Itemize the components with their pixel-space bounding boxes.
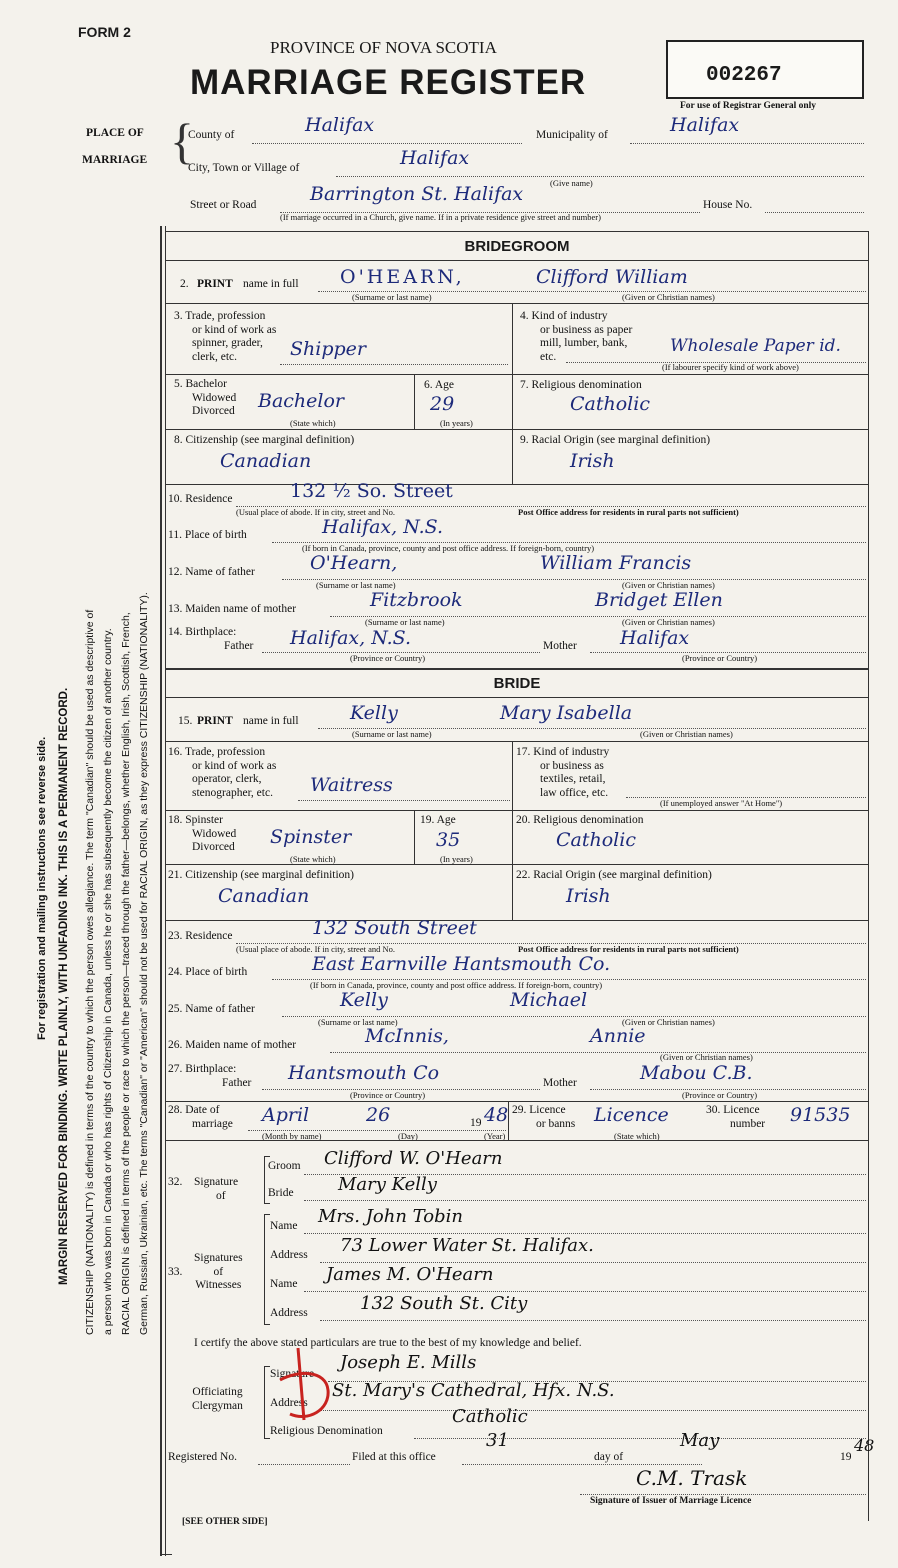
bride-residence: 132 South Street xyxy=(312,917,477,939)
f14-prov-note-father: (Province or Country) xyxy=(350,653,426,663)
witness1-name: Mrs. John Tobin xyxy=(318,1206,463,1227)
margin-racial-def: RACIAL ORIGIN is defined in terms of the people or race to which the person—traced through the father—belongs, whether English, Irish, Scottish, French, xyxy=(120,612,132,1335)
f15-number: 15. xyxy=(178,715,193,727)
street-label: Street or Road xyxy=(190,199,257,211)
f20-label: 20. Religious denomination xyxy=(516,814,644,826)
bride-given-names: Mary Isabella xyxy=(500,702,633,724)
f3-label: 3. Trade, profession or kind of work as spinner, grader, clerk, etc. xyxy=(174,310,277,363)
margin-citizenship-def: CITIZENSHIP (NATIONALITY) is defined in terms of the country to which the person owes allegiance. The term "Canadian" should be used as descriptive of xyxy=(84,609,96,1335)
groom-mother-given: Bridget Ellen xyxy=(595,589,723,611)
licence-or-banns: Licence xyxy=(594,1104,669,1126)
city-label: City, Town or Village of xyxy=(188,162,300,174)
bride-father-surname: Kelly xyxy=(340,989,388,1011)
f13-label: 13. Maiden name of mother xyxy=(168,603,297,615)
f12-given-note: (Given or Christian names) xyxy=(622,580,715,590)
f7-label: 7. Religious denomination xyxy=(520,379,642,391)
f9-label: 9. Racial Origin (see marginal definition) xyxy=(520,434,711,446)
groom-father-birthplace: Halifax, N.S. xyxy=(290,627,412,649)
f14-mother: Mother xyxy=(543,640,577,652)
bride-heading: BRIDE xyxy=(493,675,541,692)
province-title: PROVINCE OF NOVA SCOTIA xyxy=(270,38,497,57)
f14-label: 14. Birthplace: xyxy=(168,626,237,638)
f27-prov-note-mother: (Province or Country) xyxy=(682,1090,758,1100)
place-label-2: MARRIAGE xyxy=(82,154,148,166)
filed-month: May xyxy=(680,1430,720,1451)
f23-note-2: Post Office address for residents in rural parts not sufficient) xyxy=(518,944,739,954)
f27-label: 27. Birthplace: xyxy=(168,1063,237,1075)
f4-note: (If labourer specify kind of work above) xyxy=(662,362,799,372)
f19-label: 19. Age xyxy=(420,814,456,826)
clergy-sig-label: Signature xyxy=(270,1368,315,1380)
bride-mother-birthplace: Mabou C.B. xyxy=(640,1062,753,1084)
bride-birthplace: East Earnville Hantsmouth Co. xyxy=(312,953,611,975)
f17-note: (If unemployed answer "At Home") xyxy=(660,798,783,808)
witness2-name: James M. O'Hearn xyxy=(326,1264,494,1285)
f11-note: (If born in Canada, province, county and post office address. If foreign-born, country) xyxy=(302,543,595,553)
page-title: MARRIAGE REGISTER xyxy=(190,63,587,102)
filed-label: Filed at this office xyxy=(352,1451,436,1463)
municipality-label: Municipality of xyxy=(536,129,608,141)
bride-mother-surname: McInnis, xyxy=(365,1025,449,1047)
city-value: Halifax xyxy=(400,147,470,169)
bride-trade: Waitress xyxy=(310,774,393,796)
filed-day: 31 xyxy=(486,1430,509,1451)
clergy-address: St. Mary's Cathedral, Hfx. N.S. xyxy=(332,1380,615,1401)
certify-statement: I certify the above stated particulars are true to the best of my knowledge and belief. xyxy=(194,1337,582,1349)
f13-given-note: (Given or Christian names) xyxy=(622,617,715,627)
groom-birthplace: Halifax, N.S. xyxy=(322,516,444,538)
f26-label: 26. Maiden name of mother xyxy=(168,1039,297,1051)
year-note: (Year) xyxy=(484,1131,506,1141)
registered-label: Registered No. xyxy=(168,1451,237,1463)
f6-label: 6. Age xyxy=(424,379,455,391)
bride-age: 35 xyxy=(436,829,461,851)
bride-status-note: (State which) xyxy=(290,854,336,864)
f15-given-note: (Given or Christian names) xyxy=(640,729,733,739)
f14-prov-note-mother: (Province or Country) xyxy=(682,653,758,663)
f12-surname-note: (Surname or last name) xyxy=(316,580,396,590)
f29-note: (State which) xyxy=(614,1131,660,1141)
county-label: County of xyxy=(188,129,235,141)
clergy-signature: Joseph E. Mills xyxy=(340,1352,477,1373)
groom-trade: Shipper xyxy=(290,338,366,360)
f27-prov-note-father: (Province or Country) xyxy=(350,1090,426,1100)
groom-mother-surname: Fitzbrook xyxy=(370,589,463,611)
month-note: (Month by name) xyxy=(262,1131,322,1141)
w1-name-label: Name xyxy=(270,1220,298,1232)
street-value: Barrington St. Halifax xyxy=(310,183,524,205)
margin-racial-def-2: German, Russian, Ukrainian, etc. The terms "Canadian" or "American" should not be used for RACIAL ORIGIN, as they express CITIZENSHIP (NATIONALITY). xyxy=(138,592,150,1335)
bride-surname: Kelly xyxy=(350,702,398,724)
marriage-month: April xyxy=(262,1104,310,1126)
f24-note: (If born in Canada, province, county and post office address. If foreign-born, country) xyxy=(310,980,603,990)
f25-given-note: (Given or Christian names) xyxy=(622,1017,715,1027)
groom-age: 29 xyxy=(430,393,455,415)
f16-label: 16. Trade, profession or kind of work as operator, clerk, stenographer, etc. xyxy=(168,746,277,799)
place-brace: { xyxy=(170,113,194,169)
marriage-day: 26 xyxy=(366,1104,391,1126)
day-of-label: day of xyxy=(594,1451,624,1463)
place-label-1: PLACE OF xyxy=(86,127,144,139)
f10-label: 10. Residence xyxy=(168,493,233,505)
filed-year: 48 xyxy=(854,1436,875,1455)
groom-father-surname: O'Hearn, xyxy=(310,552,398,574)
f23-note: (Usual place of abode. If in city, street and No. xyxy=(236,944,396,954)
f10-note-2: Post Office address for residents in rural parts not sufficient) xyxy=(518,507,739,517)
bride-origin: Irish xyxy=(566,885,611,907)
f10-note: (Usual place of abode. If in city, street and No. xyxy=(236,507,396,517)
given-note: (Given or Christian names) xyxy=(622,292,715,302)
form-label: FORM 2 xyxy=(78,24,131,40)
give-name-note: (Give name) xyxy=(550,178,593,188)
f2-print: PRINT xyxy=(197,278,233,290)
groom-age-note: (In years) xyxy=(440,418,473,428)
house-no-label: House No. xyxy=(703,199,753,211)
witness2-address: 132 South St. City xyxy=(360,1293,528,1314)
f24-label: 24. Place of birth xyxy=(168,966,248,978)
f5-label: 5. Bachelor Widowed Divorced xyxy=(174,378,237,417)
f2-label: name in full xyxy=(243,278,299,290)
f12-label: 12. Name of father xyxy=(168,566,255,578)
margin-instructions: For registration and mailing instructions see reverse side. xyxy=(36,736,48,1040)
bride-age-note: (In years) xyxy=(440,854,473,864)
f29-label: 29. Licence or banns xyxy=(512,1104,576,1130)
f30-label: 30. Licence number xyxy=(706,1104,766,1130)
margin-binding-note: MARGIN RESERVED FOR BINDING. WRITE PLAINLY, WITH UNFADING INK. THIS IS A PERMANENT RECORD. xyxy=(58,687,70,1285)
f11-label: 11. Place of birth xyxy=(168,529,247,541)
groom-surname: O'HEARN, xyxy=(340,266,465,288)
issuer-label: Signature of Issuer of Marriage Licence xyxy=(590,1496,752,1506)
f4-label: 4. Kind of industry or business as paper mill, lumber, bank, etc. xyxy=(520,310,633,363)
w1-address-label: Address xyxy=(270,1249,308,1261)
bride-citizenship: Canadian xyxy=(218,885,310,907)
licence-number: 91535 xyxy=(790,1104,851,1126)
groom-status-note: (State which) xyxy=(290,418,336,428)
f23-label: 23. Residence xyxy=(168,930,233,942)
f15-label: name in full xyxy=(243,715,299,727)
f26-given-note: (Given or Christian names) xyxy=(660,1052,753,1062)
county-value: Halifax xyxy=(305,114,375,136)
red-check-mark xyxy=(268,1340,338,1430)
bride-status: Spinster xyxy=(270,826,352,848)
see-other-side: [SEE OTHER SIDE] xyxy=(182,1517,268,1527)
f28-label: 28. Date of marriage xyxy=(168,1104,233,1130)
street-note: (If marriage occurred in a Church, give name. If in a private residence give street and number) xyxy=(280,212,601,222)
f8-label: 8. Citizenship (see marginal definition) xyxy=(174,434,355,446)
municipality-value: Halifax xyxy=(670,114,740,136)
day-note: (Day) xyxy=(398,1131,418,1141)
bride-father-given: Michael xyxy=(510,989,588,1011)
f25-surname-note: (Surname or last name) xyxy=(318,1017,398,1027)
f18-label: 18. Spinster Widowed Divorced xyxy=(168,814,237,853)
registrar-note: For use of Registrar General only xyxy=(680,101,817,111)
register-number: 002267 xyxy=(706,64,782,87)
bride-father-birthplace: Hantsmouth Co xyxy=(288,1062,440,1084)
groom-signature: Clifford W. O'Hearn xyxy=(324,1148,503,1169)
bride-sig-label: Bride xyxy=(268,1187,294,1199)
groom-industry: Wholesale Paper id. xyxy=(670,336,841,356)
clergy-label: Officiating Clergyman xyxy=(192,1386,243,1412)
w2-name-label: Name xyxy=(270,1278,298,1290)
groom-given-names: Clifford William xyxy=(536,266,688,288)
bride-signature: Mary Kelly xyxy=(338,1174,437,1195)
f17-label: 17. Kind of industry or business as textiles, retail, law office, etc. xyxy=(516,746,610,799)
f25-label: 25. Name of father xyxy=(168,1003,255,1015)
groom-religion: Catholic xyxy=(570,393,650,415)
f13-surname-note: (Surname or last name) xyxy=(365,617,445,627)
f15-print: PRINT xyxy=(197,715,233,727)
bridegroom-heading: BRIDEGROOM xyxy=(464,238,570,255)
f22-label: 22. Racial Origin (see marginal definition) xyxy=(516,869,712,881)
denomination-label: Religious Denomination xyxy=(270,1425,383,1437)
register-number-box xyxy=(666,40,864,99)
f33-label: Signatures of Witnesses xyxy=(194,1252,243,1291)
margin-citizenship-def-2: a person who was born in Canada or who has rights of Citizenship in Canada, unless he or she has subsequently become the citizen of another country. xyxy=(102,628,114,1335)
groom-mother-birthplace: Halifax xyxy=(620,627,690,649)
marriage-year: 48 xyxy=(484,1104,509,1126)
groom-residence: 132 ½ So. Street xyxy=(290,480,453,502)
f27-mother: Mother xyxy=(543,1077,577,1089)
groom-origin: Irish xyxy=(570,450,615,472)
groom-father-given: William Francis xyxy=(540,552,692,574)
witness1-address: 73 Lower Water St. Halifax. xyxy=(340,1235,594,1256)
bride-religion: Catholic xyxy=(556,829,636,851)
f27-father: Father xyxy=(222,1077,252,1089)
bride-mother-given: Annie xyxy=(590,1025,646,1047)
issuer-signature: C.M. Trask xyxy=(636,1466,748,1490)
f32-label: Signature xyxy=(194,1176,239,1188)
clergy-denomination: Catholic xyxy=(452,1406,528,1427)
f32-of: of xyxy=(216,1190,226,1202)
f15-surname-note: (Surname or last name) xyxy=(352,729,432,739)
f33-number: 33. xyxy=(168,1266,183,1278)
groom-status: Bachelor xyxy=(258,390,345,412)
marriage-year-prefix: 19 xyxy=(470,1117,482,1129)
f14-father: Father xyxy=(224,640,254,652)
w2-address-label: Address xyxy=(270,1307,308,1319)
f2-number: 2. xyxy=(180,278,189,290)
clergy-address-label: Address xyxy=(270,1397,308,1409)
f21-label: 21. Citizenship (see marginal definition) xyxy=(168,869,354,881)
f32-number: 32. xyxy=(168,1176,183,1188)
groom-sig-label: Groom xyxy=(268,1160,301,1172)
groom-citizenship: Canadian xyxy=(220,450,312,472)
surname-note: (Surname or last name) xyxy=(352,292,432,302)
filed-year-prefix: 19 xyxy=(840,1451,852,1463)
